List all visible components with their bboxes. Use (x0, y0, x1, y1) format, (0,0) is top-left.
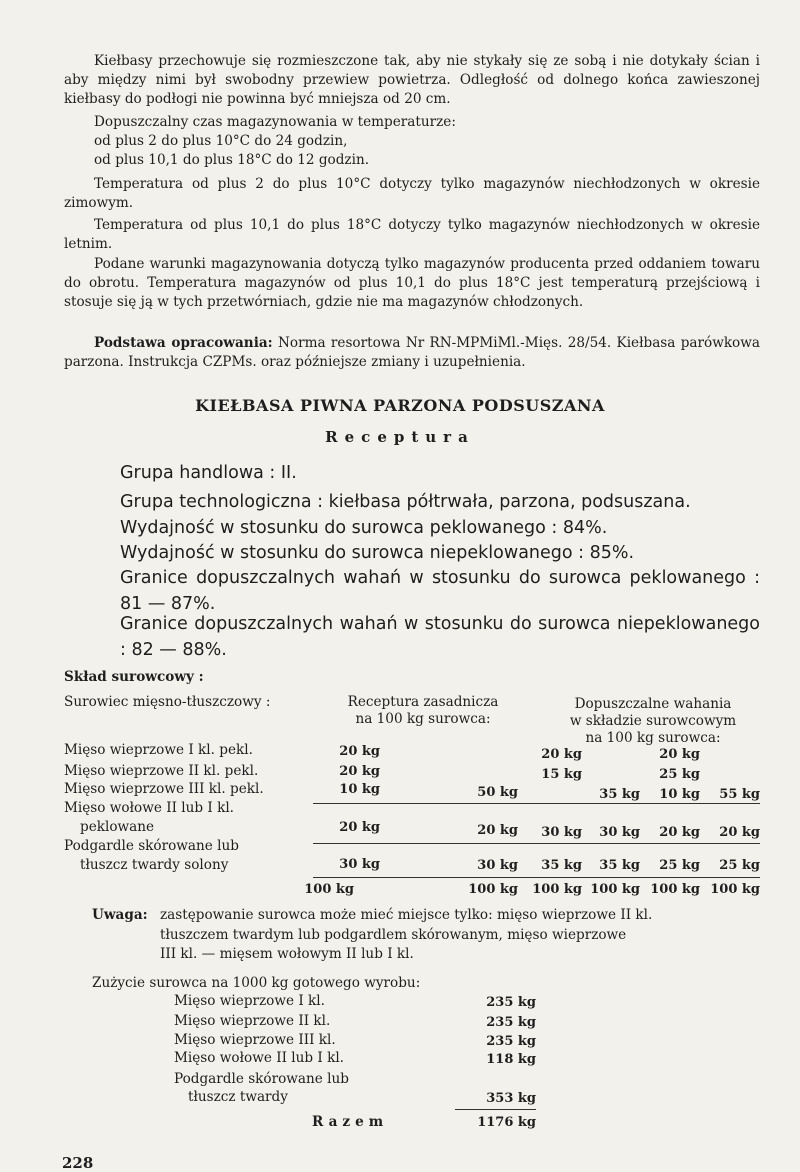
row-label-beef-2: peklowane (80, 819, 155, 835)
separator-line (313, 843, 760, 844)
recipe-subtitle: Receptura (325, 428, 475, 446)
tolerance-header-line-3: na 100 kg surowca: (585, 730, 721, 746)
base-recipe-header-line-2: na 100 kg surowca: (355, 711, 491, 727)
tolerance-header (538, 696, 768, 747)
row-label-pork-1: Mięso wieprzowe I kl. pekl. (64, 742, 253, 758)
tech-group: Grupa technologiczna : kiełbasa półtrwała, parzona, podsuszana. (120, 492, 691, 512)
row-label-fat-2: tłuszcz twardy solony (80, 857, 229, 873)
row-label-pork-3: Mięso wieprzowe III kl. pekl. (64, 781, 264, 797)
separator-line (313, 877, 760, 878)
note-line-2: tłuszczem twardym lub podgardlem skórowanym, mięso wieprzowe (160, 927, 627, 943)
row-label-pork-2: Mięso wieprzowe II kl. pekl. (64, 763, 259, 779)
usage-label: Podgardle skórowane lub (174, 1071, 349, 1087)
cell: 20 kg (719, 825, 760, 840)
cell: 25 kg (659, 767, 700, 782)
storage-time-heading: Dopuszczalny czas magazynowania w temperaturze: (94, 114, 456, 130)
yield-uncured: Wydajność w stosunku do surowca niepeklowanego : 85%. (120, 543, 635, 563)
raw-material-header: Surowiec mięsno-tłuszczowy : (64, 694, 271, 710)
trade-group: Grupa handlowa : II. (120, 463, 297, 483)
note-line-1: zastępowanie surowca może mieć miejsce tylko: mięso wieprzowe II kl. (160, 907, 653, 923)
cell: 30 kg (599, 825, 640, 840)
usage-value: 118 kg (486, 1052, 536, 1067)
conditions-paragraph: Podane warunki magazynowania dotyczą tylko magazynów producenta przed oddaniem towaru do obrotu. Temperatura magazynów od plus 10,1 do plus 18°C jest temperaturą przejściową i stosuje się ją w tych przetwórniach, gdzie nie ma magazynów chłodzonych. (64, 256, 760, 310)
yield-cured: Wydajność w stosunku do surowca peklowanego : 84%. (120, 518, 608, 538)
cell: 25 kg (719, 858, 760, 873)
usage-value: 235 kg (486, 995, 536, 1010)
cell: 20 kg (339, 764, 380, 779)
cell: 35 kg (541, 858, 582, 873)
cell: 20 kg (477, 823, 518, 838)
cell: 15 kg (541, 767, 582, 782)
usage-label: Mięso wołowe II lub I kl. (174, 1050, 344, 1066)
sum-line (455, 1109, 536, 1110)
cell: 25 kg (659, 858, 700, 873)
row-label-beef: Mięso wołowe II lub I kl. (64, 800, 234, 816)
total-cell: 100 kg (304, 882, 354, 897)
total-cell: 100 kg (468, 882, 518, 897)
tolerance-cured: Granice dopuszczalnych wahań w stosunku do surowca peklowanego : 81 — 87%. (120, 568, 760, 614)
winter-paragraph: Temperatura od plus 2 do plus 10°C dotyczy tylko magazynów niechłodzonych w okresie zimowym. (64, 176, 760, 211)
summer-paragraph: Temperatura od plus 10,1 do plus 18°C dotyczy tylko magazynów niechłodzonych w okresie letnim. (64, 217, 760, 252)
cell: 35 kg (599, 787, 640, 802)
note-line-3: III kl. — mięsem wołowym II lub I kl. (160, 946, 414, 962)
basis-label: Podstawa opracowania: (94, 335, 273, 351)
usage-label: tłuszcz twardy (188, 1089, 288, 1105)
composition-heading: Skład surowcowy : (64, 669, 204, 685)
cell: 20 kg (541, 747, 582, 762)
cell: 20 kg (339, 744, 380, 759)
usage-label: Mięso wieprzowe I kl. (174, 993, 325, 1009)
row-label-fat: Podgardle skórowane lub (64, 838, 239, 854)
product-title: KIEŁBASA PIWNA PARZONA PODSUSZANA (195, 396, 605, 415)
cell: 20 kg (339, 820, 380, 835)
storage-time-line-2: od plus 10,1 do plus 18°C do 12 godzin. (94, 152, 370, 168)
tolerance-uncured: Granice dopuszczalnych wahań w stosunku do surowca niepeklowanego : 82 — 88%. (120, 614, 760, 660)
cell: 55 kg (719, 787, 760, 802)
total-label: Razem (312, 1114, 389, 1130)
cell: 35 kg (599, 858, 640, 873)
page-number: 228 (62, 1154, 94, 1172)
usage-label: Mięso wieprzowe III kl. (174, 1032, 336, 1048)
usage-value: 235 kg (486, 1034, 536, 1049)
basis-paragraph (64, 334, 760, 372)
tolerance-header-line-1: Dopuszczalne wahania (574, 696, 732, 712)
separator-line (313, 803, 760, 804)
cell: 50 kg (477, 785, 518, 800)
cell: 10 kg (659, 787, 700, 802)
base-recipe-header (318, 694, 528, 728)
cell: 30 kg (477, 858, 518, 873)
storage-time-line-1: od plus 2 do plus 10°C do 24 godzin, (94, 133, 348, 149)
base-recipe-header-line-1: Receptura zasadnicza (347, 694, 499, 710)
cell: 20 kg (659, 825, 700, 840)
usage-heading: Zużycie surowca na 1000 kg gotowego wyrobu: (92, 975, 421, 991)
total-cell: 100 kg (710, 882, 760, 897)
basis-text: Norma resortowa Nr RN-MPMiMl.-Mięs. 28/54. Kiełbasa parówkowa parzona. Instrukcja CZPMs. oraz późniejsze zmiany i uzupełnienia. (64, 335, 760, 370)
total-value: 1176 kg (477, 1115, 536, 1130)
cell: 10 kg (339, 782, 380, 797)
total-cell: 100 kg (532, 882, 582, 897)
usage-label: Mięso wieprzowe II kl. (174, 1013, 331, 1029)
tolerance-header-line-2: w składzie surowcowym (569, 713, 737, 729)
storage-paragraph: Kiełbasy przechowuje się rozmieszczone tak, aby nie stykały się ze sobą i nie dotykały ścian i aby między nimi był swobodny przewiew powietrza. Odległość od dolnego końca zawieszonej kiełbasy do podłogi nie powinna być mniejsza od 20 cm. (64, 53, 760, 107)
total-cell: 100 kg (590, 882, 640, 897)
usage-value: 235 kg (486, 1015, 536, 1030)
note-label: Uwaga: (92, 907, 148, 923)
cell: 30 kg (339, 857, 380, 872)
cell: 30 kg (541, 825, 582, 840)
usage-value: 353 kg (486, 1091, 536, 1106)
cell: 20 kg (659, 747, 700, 762)
total-cell: 100 kg (650, 882, 700, 897)
